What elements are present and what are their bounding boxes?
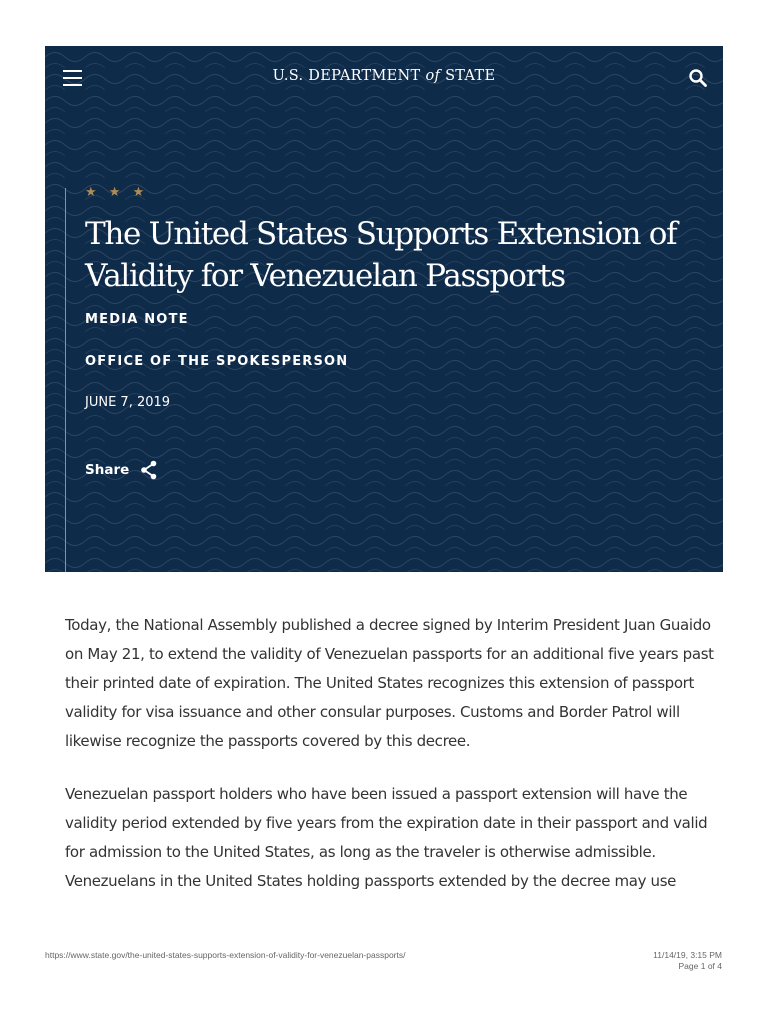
article-paragraph: Today, the National Assembly published a decree signed by Interim President Juan Guaido on May 21, to extend the validity of Venezuelan passports for an additional five years past their printed date of expiration. The United States recognizes this extension of passport validity for visa issuance and other consular purposes. Customs and Border Patrol will likewise recognize the passports covered by this decree. [65,616,714,750]
footer-meta [560,950,722,972]
share-button[interactable] [85,460,158,480]
article-body [65,611,715,920]
office-label[interactable]: OFFICE OF THE SPOKESPERSON [85,354,349,369]
site-title-of: of [425,68,441,84]
footer-page-number: Page 1 of 4 [678,961,722,971]
site-title-suffix: STATE [445,68,496,84]
site-title-prefix: U.S. DEPARTMENT [272,68,421,84]
page-title: The United States Supports Extension of Validity for Venezuelan Passports [85,216,677,294]
footer-timestamp: 11/14/19, 3:15 PM [653,950,722,960]
document-type-label: MEDIA NOTE [85,312,189,327]
stars-decoration: ★ ★ ★ [85,185,149,200]
hero-banner [45,46,723,572]
share-label: Share [85,462,130,478]
share-icon [140,460,158,480]
article-paragraph: Venezuelan passport holders who have been issued a passport extension will have the validity period extended by five years from the expiration date in their passport and valid for admission to the United States, as long as the traveler is otherwise admissible. Venezuelans in the United States holding passports extended by the decree may use [65,785,708,890]
gold-vertical-rule [65,188,66,572]
search-icon[interactable] [688,68,708,88]
site-title[interactable] [45,68,723,84]
publish-date: JUNE 7, 2019 [85,395,171,410]
wave-pattern-background [45,46,723,572]
footer-url: https://www.state.gov/the-united-states-supports-extension-of-validity-for-venezuelan-passports/ [45,950,406,960]
